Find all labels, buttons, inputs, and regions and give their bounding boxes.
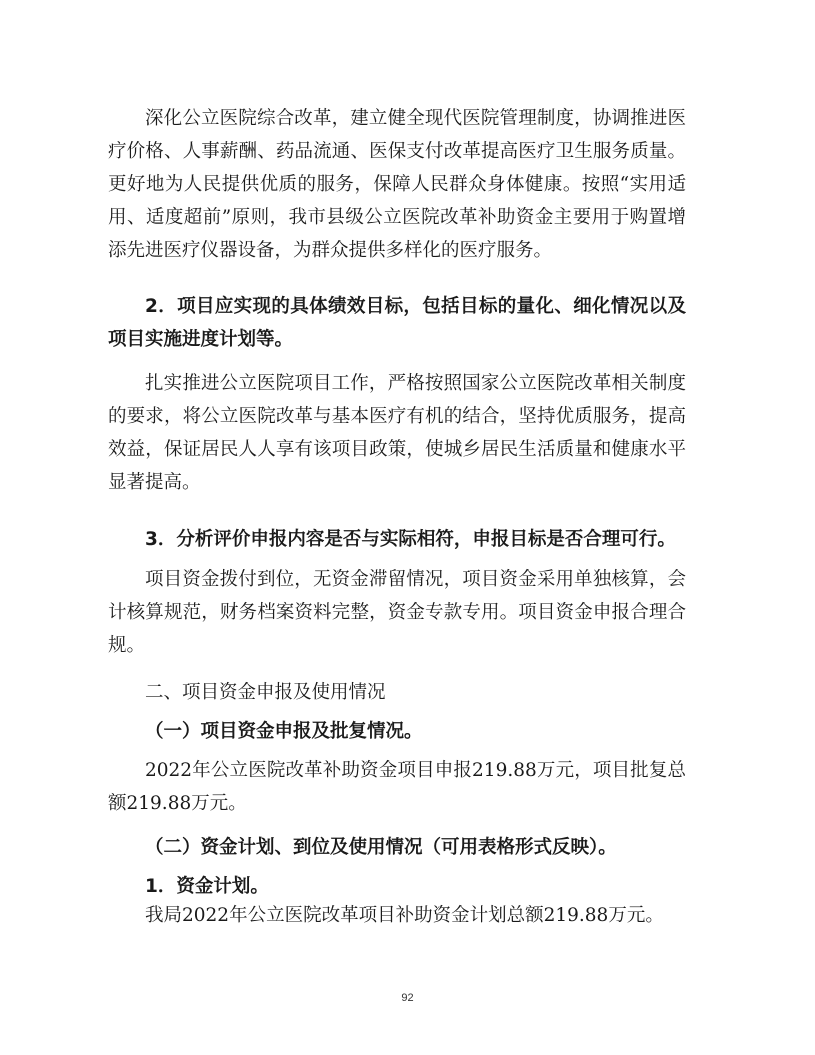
paragraph-analysis-evaluation: 项目资金拨付到位，无资金滞留情况，项目资金采用单独核算，会计核算规范，财务档案资料完整，资金专款专用。项目资金申报合理合规。 bbox=[108, 569, 686, 656]
page-number: 92 bbox=[401, 992, 414, 1004]
heading-performance-goals: 2．项目应实现的具体绩效目标，包括目标的量化、细化情况以及项目实施进度计划等。 bbox=[108, 296, 686, 350]
subsection-title-application-approval: （一）项目资金申报及批复情况。 bbox=[145, 721, 423, 742]
paragraph-reform-overview: 深化公立医院综合改革，建立健全现代医院管理制度，协调推进医疗价格、人事薪酬、药品流通、医保支付改革提高医疗卫生服务质量。更好地为人民提供优质的服务，保障人民群众身体健康。按照“实用适用、适度超前”原则，我市县级公立医院改革补助资金主要用于购置增添先进医疗仪器设备，为群众提供多样化的医疗服务。 bbox=[108, 108, 686, 261]
paragraph-fund-plan: 我局2022年公立医院改革项目补助资金计划总额219.88万元。 bbox=[145, 905, 664, 926]
heading-analysis-evaluation: 3．分析评价申报内容是否与实际相符，申报目标是否合理可行。 bbox=[145, 529, 676, 550]
section-title-fund-application: 二、项目资金申报及使用情况 bbox=[145, 682, 386, 703]
item-title-fund-plan: 1．资金计划。 bbox=[145, 876, 269, 897]
paragraph-application-approval: 2022年公立医院改革补助资金项目申报219.88万元，项目批复总额219.88万元。 bbox=[108, 760, 686, 814]
subsection-title-fund-plan-usage: （二）资金计划、到位及使用情况（可用表格形式反映）。 bbox=[145, 837, 617, 858]
paragraph-performance-goals: 扎实推进公立医院项目工作，严格按照国家公立医院改革相关制度的要求，将公立医院改革与基本医疗有机的结合，坚持优质服务，提高效益，保证居民人人享有该项目政策，使城乡居民生活质量和健康水平显著提高。 bbox=[108, 373, 686, 493]
